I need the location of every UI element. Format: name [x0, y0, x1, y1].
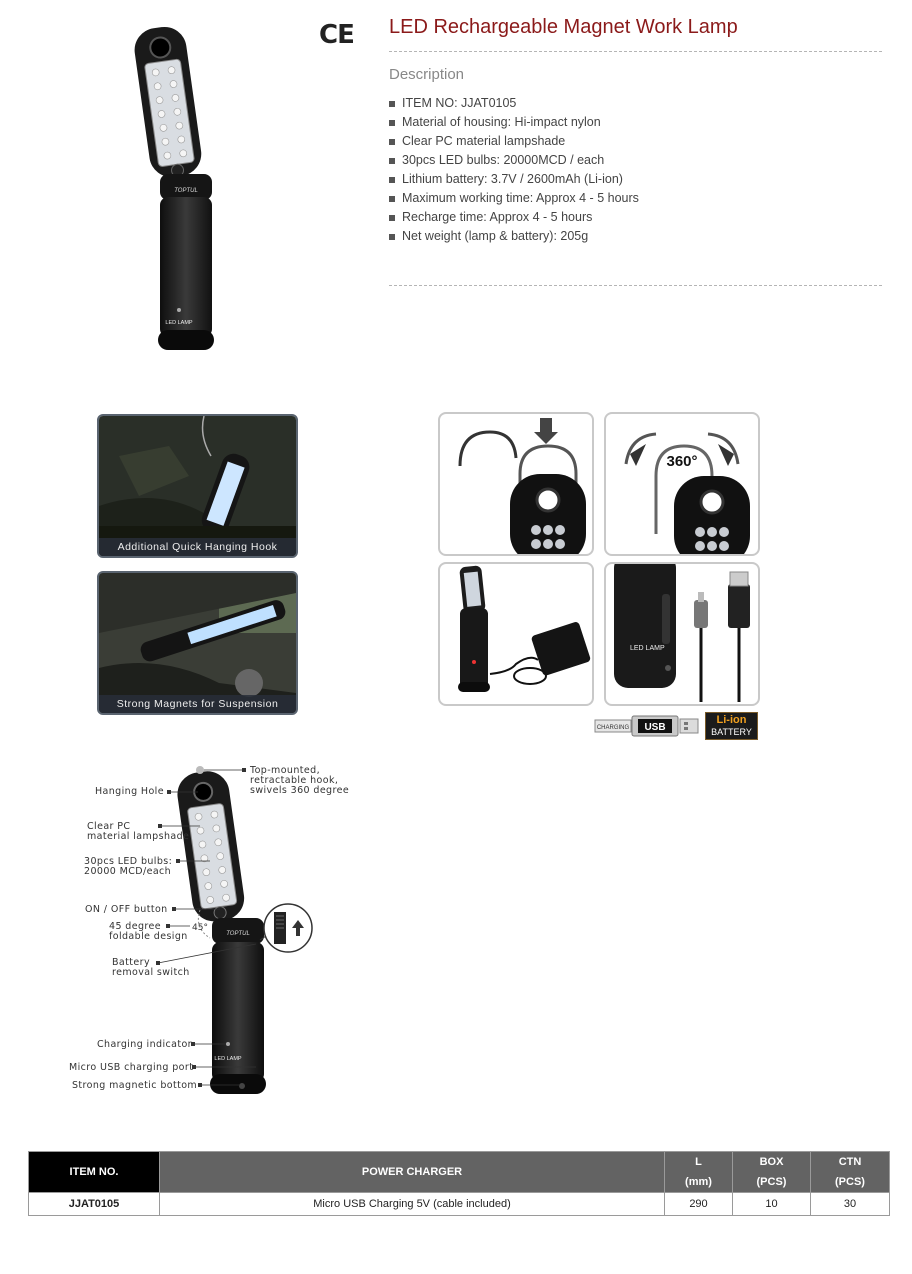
- spec-item: Lithium battery: 3.7V / 2600mAh (Li-ion): [389, 170, 639, 189]
- magnet-photo: [97, 571, 298, 715]
- bullet-icon: [389, 177, 395, 183]
- usb-port-label: Micro USB charging port: [69, 1062, 194, 1073]
- svg-text:TOPTUL: TOPTUL: [174, 188, 198, 194]
- lampshade-label: Clear PC material lampshade: [87, 821, 190, 842]
- battery-label: BATTERY: [711, 727, 752, 737]
- svg-text:CHARGING: CHARGING: [596, 725, 630, 731]
- li-ion-label: Li-ion: [716, 714, 747, 726]
- svg-text:LED LAMP: LED LAMP: [630, 645, 665, 652]
- description-divider: [389, 285, 882, 286]
- swivel-illustration: [606, 414, 758, 554]
- spec-item: Maximum working time: Approx 4 - 5 hours: [389, 189, 639, 208]
- hanging-hole-label: Hanging Hole: [95, 786, 164, 797]
- svg-text:USB: USB: [644, 722, 666, 733]
- magnet-caption: Strong Magnets for Suspension: [99, 695, 296, 713]
- length-header: L (mm): [665, 1152, 733, 1193]
- table-row: [29, 1193, 890, 1216]
- li-ion-battery-badge: [705, 712, 758, 740]
- spec-item: ITEM NO: JJAT0105: [389, 94, 639, 113]
- magnetic-bottom-label: Strong magnetic bottom: [72, 1080, 198, 1091]
- bullet-icon: [389, 215, 395, 221]
- description-heading: Description: [389, 66, 465, 83]
- svg-text:360°: 360°: [666, 453, 698, 470]
- spec-item: Recharge time: Approx 4 - 5 hours: [389, 208, 639, 227]
- bullet-icon: [389, 234, 395, 240]
- title-divider: [389, 51, 882, 52]
- bullet-icon: [389, 101, 395, 107]
- charging-tile: [438, 562, 594, 706]
- box-cell: 10: [733, 1193, 811, 1216]
- spec-list: [389, 94, 639, 246]
- hook-retract-illustration: [440, 414, 592, 554]
- svg-text:LED LAMP: LED LAMP: [165, 320, 193, 326]
- ce-mark: CE: [319, 20, 354, 50]
- spec-item: Material of housing: Hi-impact nylon: [389, 113, 639, 132]
- svg-text:TOPTUL: TOPTUL: [226, 931, 250, 937]
- spec-item: 30pcs LED bulbs: 20000MCD / each: [389, 151, 639, 170]
- usb-charging-badge: [594, 714, 700, 738]
- swivel-tile: [604, 412, 760, 556]
- svg-text:LED LAMP: LED LAMP: [214, 1056, 242, 1062]
- bullet-icon: [389, 196, 395, 202]
- power-charger-header: POWER CHARGER: [160, 1152, 665, 1193]
- power-charger-cell: Micro USB Charging 5V (cable included): [160, 1193, 665, 1216]
- usb-port-illustration: [606, 564, 758, 704]
- bullet-icon: [389, 139, 395, 145]
- hook-retract-tile: [438, 412, 594, 556]
- battery-switch-label: Battery removal switch: [112, 957, 190, 978]
- spec-table: [28, 1151, 890, 1216]
- spec-item: Clear PC material lampshade: [389, 132, 639, 151]
- bullet-icon: [389, 158, 395, 164]
- on-off-label: ON / OFF button: [85, 904, 168, 915]
- usb-port-tile: [604, 562, 760, 706]
- hook-caption: Additional Quick Hanging Hook: [99, 538, 296, 556]
- product-image: [130, 22, 220, 354]
- item-no-cell: JJAT0105: [29, 1193, 160, 1216]
- length-cell: 290: [665, 1193, 733, 1216]
- hanging-hook-scene: [99, 416, 296, 556]
- spec-item: Net weight (lamp & battery): 205g: [389, 227, 639, 246]
- foldable-label: 45 degree foldable design: [109, 921, 188, 942]
- box-header: BOX (PCS): [733, 1152, 811, 1193]
- table-header-row: [29, 1152, 890, 1193]
- hanging-hook-photo: [97, 414, 298, 558]
- item-no-header: ITEM NO.: [29, 1152, 160, 1193]
- charging-indicator-label: Charging indicator: [97, 1039, 192, 1050]
- charging-illustration: [440, 564, 592, 704]
- bullet-icon: [389, 120, 395, 126]
- product-title: LED Rechargeable Magnet Work Lamp: [389, 16, 738, 38]
- hook-label: Top-mounted, retractable hook, swivels 360 degree: [250, 765, 350, 796]
- led-bulbs-label: 30pcs LED bulbs: 20000 MCD/each: [84, 856, 173, 877]
- anatomy-diagram: [60, 760, 360, 1100]
- magnet-scene: [99, 573, 296, 713]
- ctn-header: CTN (PCS): [811, 1152, 890, 1193]
- svg-text:45°: 45°: [192, 923, 208, 933]
- ctn-cell: 30: [811, 1193, 890, 1216]
